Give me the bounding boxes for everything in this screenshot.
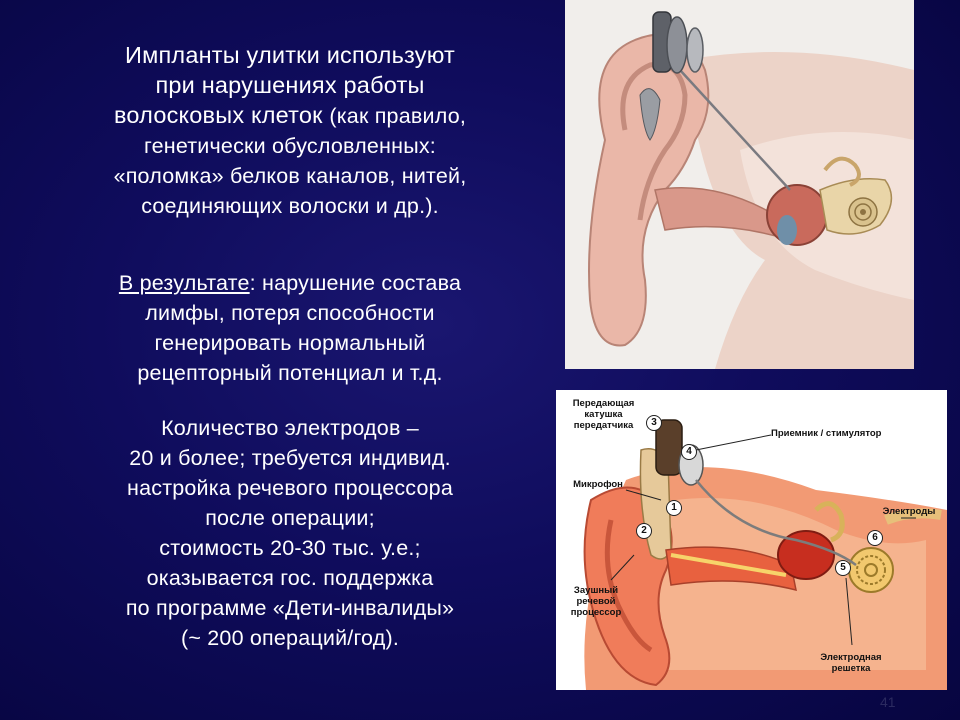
cochlear-implant-diagram <box>556 390 947 690</box>
paragraph-implants <box>40 40 540 221</box>
marker-1: 1 <box>666 500 682 516</box>
marker-3: 3 <box>646 415 662 431</box>
ear-implant-svg <box>565 0 914 369</box>
p1-line6: соединяющих волоски и др.). <box>141 194 439 218</box>
p2-line2: лимфы, потеря способности <box>145 301 435 325</box>
slide-number: 41 <box>880 694 896 710</box>
p3-line6: оказывается гос. поддержка <box>146 566 434 590</box>
paragraph-result <box>40 268 540 388</box>
p3-line1: Количество электродов – <box>161 416 419 440</box>
label-processor <box>566 585 626 618</box>
label-array-line2: решетка <box>831 663 871 674</box>
p1-line3 <box>40 100 540 131</box>
label-coil-line1: Передающая <box>572 398 635 409</box>
label-coil-line3: передатчика <box>573 420 634 431</box>
label-electrode-array <box>796 652 906 674</box>
label-processor-line3: процессор <box>570 607 622 618</box>
label-array-line1: Электродная <box>820 652 882 663</box>
p1-line1: Импланты улитки используют <box>125 42 455 68</box>
p3-line4: после операции; <box>205 506 375 530</box>
ear-implant-illustration <box>565 0 914 369</box>
label-coil-line2: катушка <box>584 409 623 420</box>
p2-line3: генерировать нормальный <box>154 331 426 355</box>
p3-line5: стоимость 20-30 тыс. у.е.; <box>159 536 421 560</box>
p3-line7: по программе «Дети-инвалиды» <box>125 596 455 620</box>
p3-line8: (~ 200 операций/год). <box>180 626 400 650</box>
label-receiver-stimulator: Приемник / стимулятор <box>771 428 882 439</box>
p1-line5: «поломка» белков каналов, нитей, <box>113 164 467 188</box>
paragraph-electrodes <box>40 413 540 653</box>
p1-line2: при нарушениях работы <box>155 72 425 98</box>
label-transmitter-coil <box>566 398 641 431</box>
marker-4: 4 <box>681 444 697 460</box>
label-processor-line2: речевой <box>576 596 616 607</box>
p2-line1-rest: : нарушение состава <box>249 271 462 295</box>
p1-line4: генетически обусловленных: <box>144 134 436 158</box>
p3-line2: 20 и более; требуется индивид. <box>129 446 451 470</box>
p1-line3-small: (как правило, <box>329 104 467 128</box>
p2-line1 <box>40 268 540 298</box>
p3-line3: настройка речевого процессора <box>127 476 453 500</box>
marker-5: 5 <box>835 560 851 576</box>
label-microphone: Микрофон <box>573 479 623 490</box>
p1-line3-main: волосковых клеток <box>113 102 330 128</box>
marker-6: 6 <box>867 530 883 546</box>
p2-lead: В результате <box>118 271 250 295</box>
marker-2: 2 <box>636 523 652 539</box>
label-electrodes: Электроды <box>882 506 936 517</box>
label-processor-line1: Заушный <box>573 585 619 596</box>
p2-line4: рецепторный потенциал и т.д. <box>137 361 443 385</box>
